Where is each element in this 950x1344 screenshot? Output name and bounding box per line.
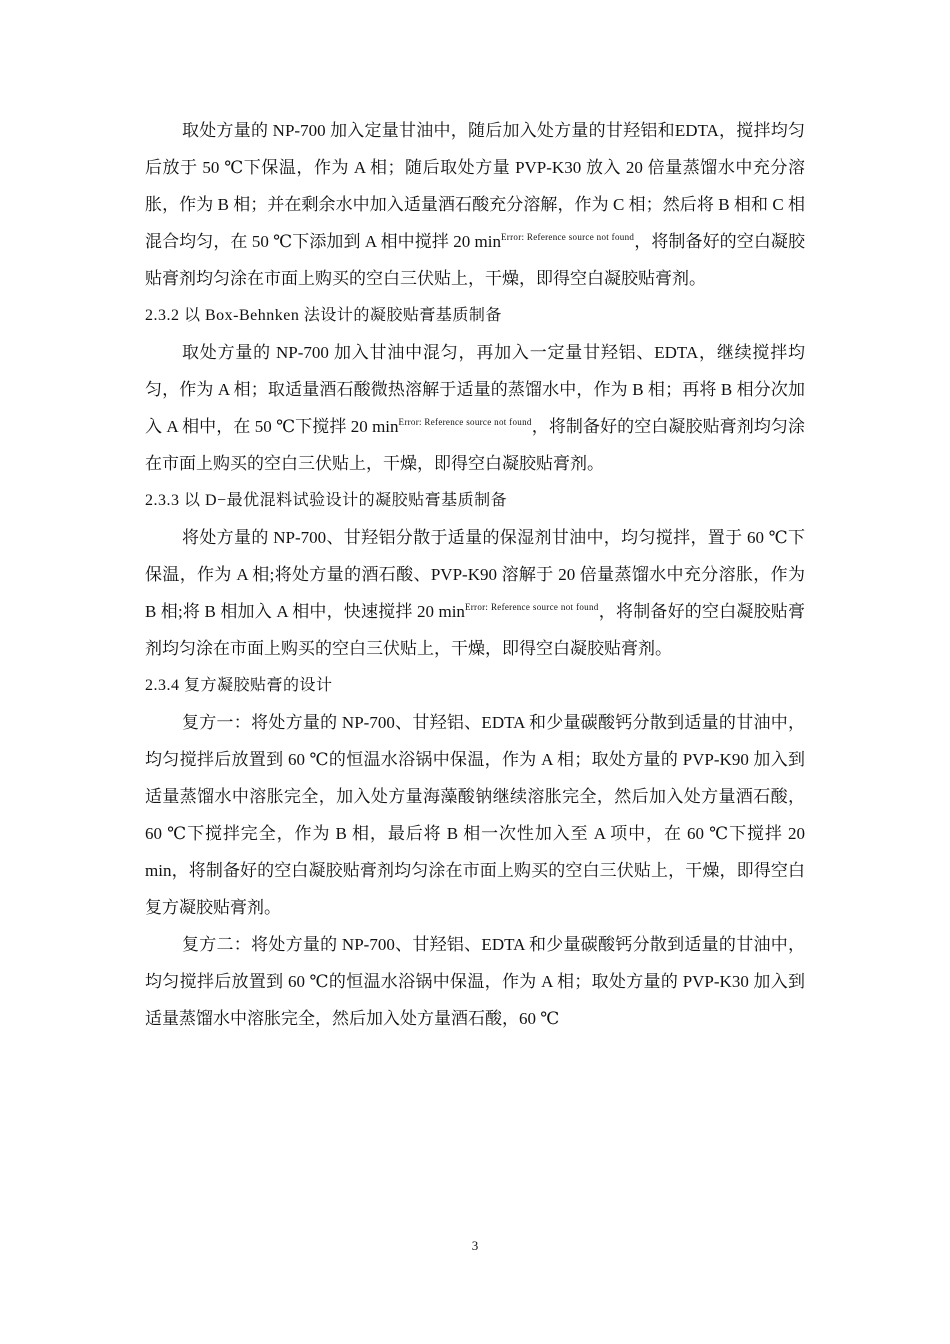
paragraph-text: ，将制备好的空白凝胶贴膏剂均匀涂在市面上购买的空白三伏贴上，干燥，即得空白凝胶贴膏剂。 <box>145 417 805 473</box>
paragraph-text: 取处方量的 NP-700 加入定量甘油中，随后加入处方量的甘羟铝和EDTA，搅拌均匀后放于 50 ℃下保温，作为 A 相；随后取处方量 PVP-K30 放入 20 倍量蒸馏水中充分溶胀，作为 B 相；并在剩余水中加入适量酒石酸充分溶解，作为 C 相；然后将 B 相和 C 相混合均匀，在 50 ℃下添加到 A 相中搅拌 20 min <box>145 121 805 251</box>
paragraph-text: ，将制备好的空白凝胶贴膏剂均匀涂在市面上购买的空白三伏贴上，干燥，即得空白凝胶贴膏剂。 <box>145 602 805 658</box>
reference-error: Error: Reference source not found <box>398 417 532 427</box>
paragraph-text: 取处方量的 NP-700 加入甘油中混匀，再加入一定量甘羟铝、EDTA，继续搅拌均匀，作为 A 相；取适量酒石酸微热溶解于适量的蒸馏水中，作为 B 相；再将 B 相分次加入 A 相中，在 50 ℃下搅拌 20 min <box>145 343 805 436</box>
paragraph-formula-2: 复方二：将处方量的 NP-700、甘羟铝、EDTA 和少量碳酸钙分散到适量的甘油中，均匀搅拌后放置到 60 ℃的恒温水浴锅中保温，作为 A 相；取处方量的 PVP-K30 加入到适量蒸馏水中溶胀完全，然后加入处方量酒石酸，60 ℃ <box>145 935 805 1028</box>
paragraph-2-3-2 <box>145 334 805 482</box>
section-heading-2-3-3: 2.3.3 以 D−最优混料试验设计的凝胶贴膏基质制备 <box>145 492 508 509</box>
section-heading-2-3-2: 2.3.2 以 Box-Behnken 法设计的凝胶贴膏基质制备 <box>145 307 502 324</box>
section-heading-2-3-4: 2.3.4 复方凝胶贴膏的设计 <box>145 677 333 694</box>
paragraph-text: ，将制备好的空白凝胶贴膏剂均匀涂在市面上购买的空白三伏贴上，干燥，即得空白凝胶贴膏剂。 <box>145 232 805 288</box>
reference-error: Error: Reference source not found <box>501 232 635 242</box>
page-content <box>145 112 805 1037</box>
paragraph-text: 将处方量的 NP-700、甘羟铝分散于适量的保湿剂甘油中，均匀搅拌，置于 60 ℃下保温，作为 A 相;将处方量的酒石酸、PVP-K90 溶解于 20 倍量蒸馏水中充分溶胀，作为 B 相;将 B 相加入 A 相中，快速搅拌 20 min <box>145 528 805 621</box>
paragraph-formula-1: 复方一：将处方量的 NP-700、甘羟铝、EDTA 和少量碳酸钙分散到适量的甘油中，均匀搅拌后放置到 60 ℃的恒温水浴锅中保温，作为 A 相；取处方量的 PVP-K90 加入到适量蒸馏水中溶胀完全，加入处方量海藻酸钠继续溶胀完全，然后加入处方量酒石酸，60 ℃下搅拌完全，作为 B 相，最后将 B 相一次性加入至 A 项中，在 60 ℃下搅拌 20 min，将制备好的空白凝胶贴膏剂均匀涂在市面上购买的空白三伏贴上，干燥，即得空白复方凝胶贴膏剂。 <box>145 713 805 917</box>
paragraph-2-3-1 <box>145 112 805 297</box>
page-number: 3 <box>471 1238 479 1253</box>
paragraph-2-3-3 <box>145 519 805 667</box>
reference-error: Error: Reference source not found <box>464 602 599 612</box>
